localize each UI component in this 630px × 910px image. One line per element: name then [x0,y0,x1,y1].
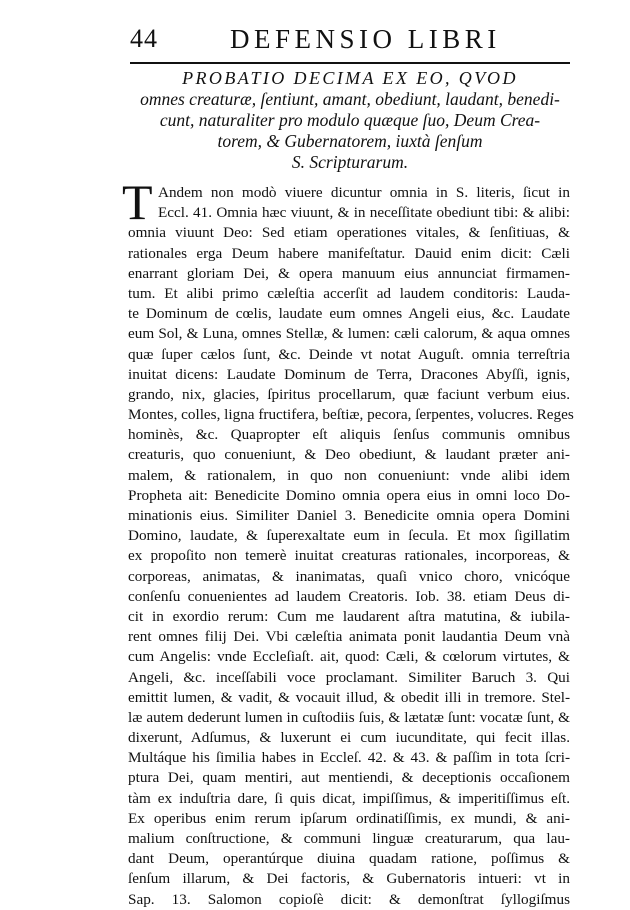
text-line: rent omnes filij Dei. Vbi cæleſtia animata ponit laudantia Deum vnà [128,628,570,646]
text-line: enarrant gloriam Dei, & opera manuum eius annunciat firmamen- [128,264,570,282]
text-line: malium conſtructione, & communi linguæ creaturarum, qua lau- [128,830,570,847]
text-line: dant Deum, operantúrque diuina quadam ratione, poſſimus & [128,850,570,868]
text-line: ſenſum illarum, & Dei factoris, & Gubernatoris intueri: vt in [128,870,570,888]
text-line: ex propoſito non temerè inuitat creaturas rationales, incorporeas, & [128,547,570,565]
text-line: creaturis, quo conueniunt, & Deo obediunt, & laudant præter ani- [128,446,570,464]
text-line: Sap. 13. Salomon copioſè dicit: & demonſtrat ſyllogiſmus [128,890,570,908]
text-line: læ autem dederunt lumen in cuſtodiis ſuis, & lætatæ ſunt: vocatæ ſunt, & [128,708,570,726]
text-line: dixerunt, Adſumus, & luxerunt ei cum iucunditate, qui fecit illas. [128,729,570,747]
text-line: cit in exordio rerum: Cum me laudarent aſtra matutina, & iubila- [128,607,570,625]
heading-line: torem, & Gubernatorem, iuxtà ſenſum [217,131,483,151]
heading-line: cunt, naturaliter pro modulo quæque ſuo, Deum Crea- [159,110,541,130]
text-line: ptura Dei, quam mentiri, aut mentiendi, & deceptionis occaſionem [128,769,570,787]
text-line: tum. Et alibi primo cæleſtia accerſit ad laudem conditoris: Lauda- [128,284,570,302]
text-line: conſenſu conuenientes ad laudem Creatoris. Iob. 38. etiam Deus di- [128,587,570,605]
text-line: grando, nix, glacies, ſpiritus procellarum, quæ faciunt verbum eius. [128,385,570,403]
text-line: tàm ex induſtria dare, ſi quis dicat, impiſſimus, & imperitiſſimus eſt. [128,789,570,807]
text-line: malem, & rationalem, in quo non conueniunt: vnde alibi idem [128,466,570,484]
text-line: inuitat dicens: Laudate Dominum de Terra, Dracones Abyſſi, ignis, [128,365,570,383]
page-number: 44 [130,24,158,53]
text-line: Multáque his ſimilia habes in Eccleſ. 42. & 43. & paſſim in tota ſcri- [128,749,570,767]
text-line: cum Angelis: vnde Eccleſiaſt. ait, quod: Cæli, & cœlorum virtutes, & [128,648,570,666]
text-line: minationis eius. Similiter Daniel 3. Benedicite omnia opera Domini [128,507,570,524]
text-line: quæ ſuper cælos ſunt, &c. Deinde vt notat Auguſt. omnia terreſtria [128,345,570,363]
text-line: omnia viuunt Deo: Sed etiam operationes vitales, & ſenſitiuas, & [128,224,570,242]
text-line: hominès, &c. Quapropter eſt aliquis ſenſus communis omnibus [128,426,570,444]
text-line: corporeas, animatas, & inanimatas, quaſi vnico choro, vnicóque [128,567,570,585]
text-line: te Dominum de cœlis, laudate eum omnes Angeli eius, &c. Laudate [128,305,570,323]
section-heading [130,68,570,173]
heading-line: PROBATIO DECIMA EX EO, QVOD [182,68,518,88]
text-line: eum Sol, & Luna, omnes Stellæ, & lumen: cæli calorum, & aqua omnes [128,325,570,343]
text-line: Angeli, &c. inceſſabili voce proclamant. Similiter Baruch 3. Qui [128,668,570,686]
running-head [130,24,570,58]
header-rule [130,62,570,64]
text-line: Propheta ait: Benedicite Domino omnia opera eius in omni loco Do- [128,486,570,504]
text-line: rationales erga Deum habere manifeſtatur. Dauid enim dicit: Cæli [128,244,570,262]
drop-cap: T [122,174,153,230]
text-line: Andem non modò viuere dicuntur omnia in S. literis, ſicut in [158,184,570,201]
text-line: emittit lumen, & vadit, & vocauit illud, & obedit illi in tremore. Stel- [128,688,570,706]
heading-line: omnes creaturæ, ſentiunt, amant, obediunt, laudant, benedi- [140,89,560,109]
text-line: Montes, colles, ligna fructifera, beſtiæ, pecora, ſerpentes, volucres. Reges [128,406,574,424]
text-line: Ex operibus enim rerum ipſarum ordinatiſſimis, ex mundi, & ani- [128,809,570,827]
body-text [122,174,574,910]
heading-line: S. Scripturarum. [291,152,409,172]
text-line: Eccl. 41. Omnia hæc viuunt, & in neceſſitate obediunt tibi: & alibi: [158,204,570,222]
text-line: Domino, laudate, & ſuperexaltate eum in ſecula. Et mox ſigillatim [128,527,570,545]
running-title: DEFENSIO LIBRI [230,24,501,54]
